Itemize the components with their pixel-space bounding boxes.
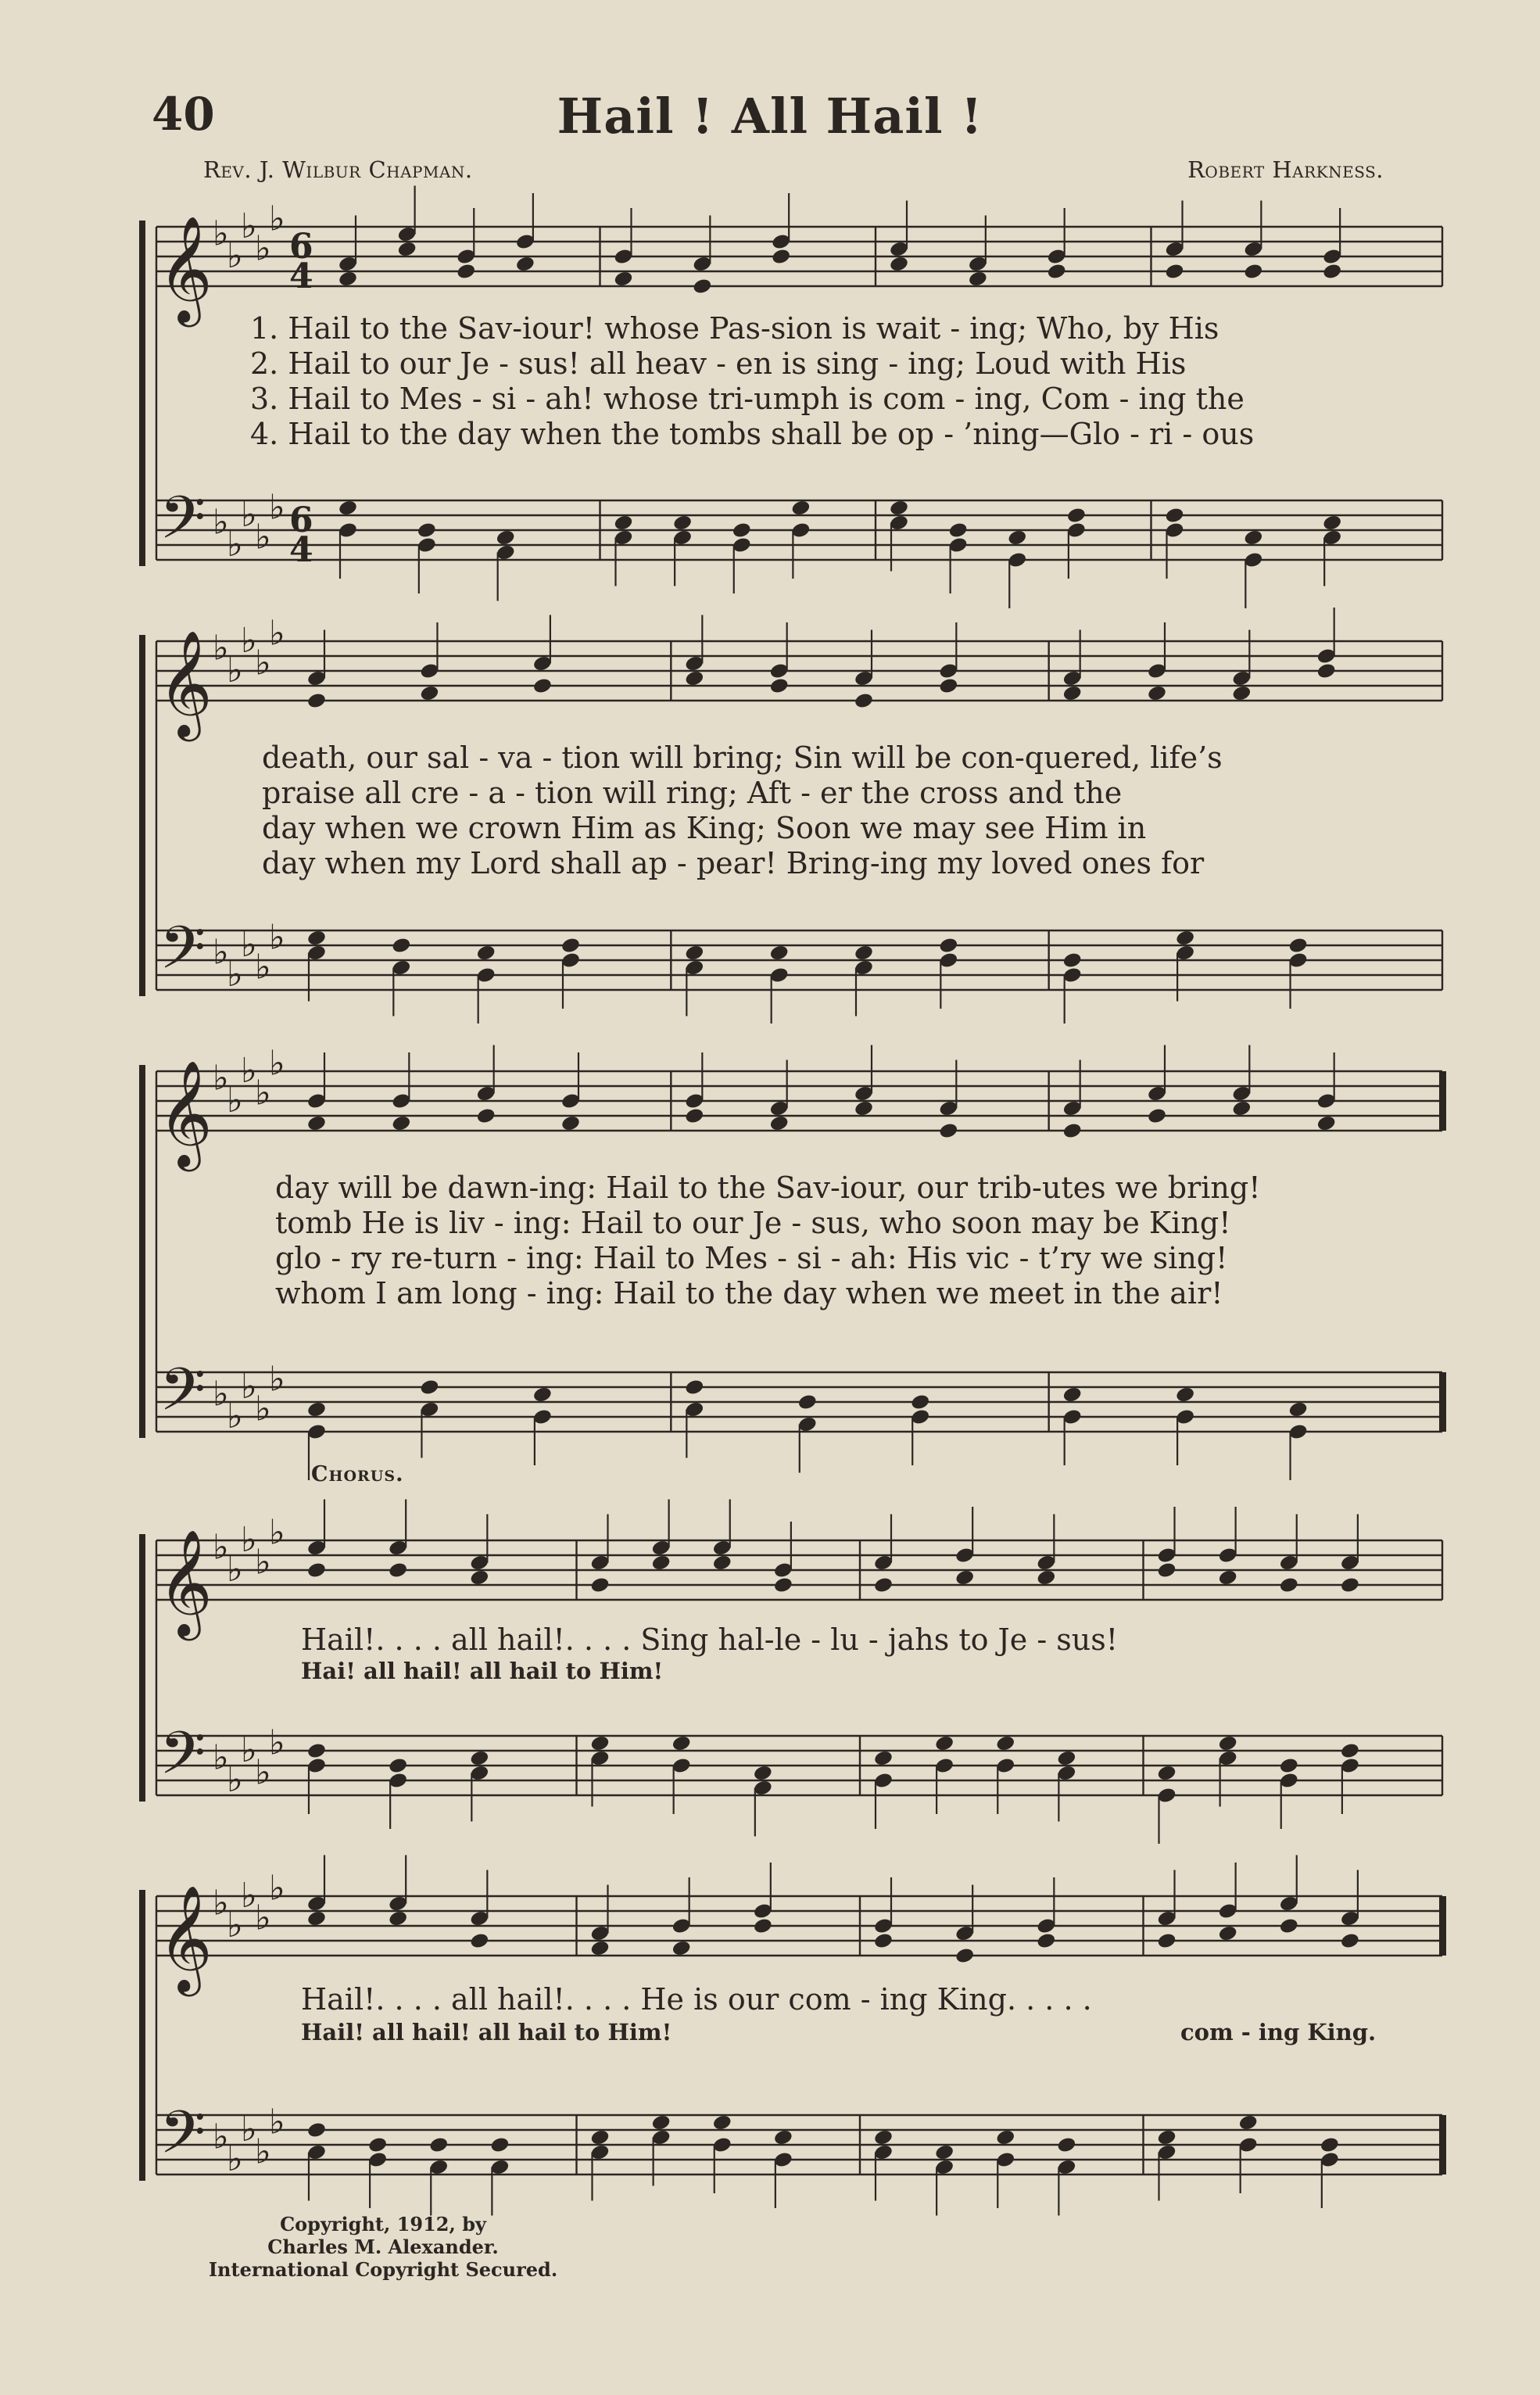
note-head	[306, 1561, 327, 1579]
bass-clef-icon: 𝄢	[159, 2098, 206, 2182]
note-head	[712, 1554, 732, 1572]
note-head	[419, 1379, 439, 1396]
verse-2-line-3: tomb He is liv - ing: Hail to our Je - sus, who soon may be King!	[275, 1206, 1231, 1240]
note-head	[1156, 2128, 1176, 2146]
flat-icon: ♭	[255, 1073, 271, 1113]
chorus-line-1-alto: Hai! all hail! all hail to Him!	[301, 1658, 664, 1684]
verse-3-line-3: glo - ry re-turn - ing: Hail to Mes - si - ah: His vic - t’ry we sing!	[275, 1241, 1228, 1275]
treble-clef-icon: 𝄞	[158, 1884, 213, 1992]
note-head	[1147, 684, 1167, 702]
note-head	[476, 944, 496, 962]
note-head	[613, 514, 633, 532]
note-head	[889, 255, 909, 273]
note-head	[684, 669, 704, 687]
note-head	[1156, 1764, 1176, 1782]
note-head	[388, 1909, 408, 1927]
note-head	[889, 499, 909, 517]
note-head	[1062, 684, 1083, 702]
note-head	[496, 529, 516, 547]
note-head	[515, 255, 535, 273]
note-head	[968, 270, 988, 288]
final-bar-line	[1439, 1896, 1446, 1956]
note-head	[1279, 1576, 1299, 1594]
note-head	[1279, 1757, 1299, 1775]
note-head	[306, 929, 327, 947]
composer-credit: Robert Harkness.	[1187, 156, 1384, 183]
flat-icon: ♭	[255, 643, 271, 683]
flat-icon: ♭	[241, 1367, 257, 1407]
flat-icon: ♭	[227, 1760, 243, 1800]
note-head	[1243, 263, 1263, 281]
flat-icon: ♭	[227, 955, 243, 995]
note-head	[391, 937, 411, 955]
note-head	[1316, 662, 1337, 680]
note-head	[1340, 1576, 1360, 1594]
bass-clef-icon: 𝄢	[159, 1719, 206, 1802]
note-head	[1243, 529, 1263, 547]
flat-icon: ♭	[213, 1058, 229, 1099]
page-number: 40	[152, 88, 215, 141]
note-head	[790, 499, 811, 517]
flat-icon: ♭	[255, 517, 271, 558]
flat-icon: ♭	[227, 1906, 243, 1945]
flat-icon: ♭	[227, 651, 243, 690]
verse-4-line-1: 4. Hail to the day when the tombs shall be op - ’ning—Glo - ri - ous	[250, 417, 1255, 451]
note-head	[934, 2143, 954, 2161]
note-head	[1340, 1932, 1360, 1950]
note-head	[1062, 1386, 1083, 1404]
note-head	[589, 1939, 610, 1957]
note-head	[1156, 1561, 1176, 1579]
note-head	[306, 2121, 327, 2139]
flat-icon: ♭	[213, 1883, 229, 1924]
note-head	[854, 1099, 874, 1117]
note-head	[589, 1576, 610, 1594]
copyright-notice	[195, 2213, 571, 2281]
note-head	[954, 1569, 975, 1587]
flat-icon: ♭	[241, 1051, 257, 1091]
flat-icon: ♭	[213, 628, 229, 669]
note-head	[1147, 1107, 1167, 1125]
flat-icon: ♭	[241, 495, 257, 535]
treble-clef-icon: 𝄞	[158, 1059, 213, 1167]
note-head	[367, 2136, 388, 2154]
note-head	[397, 240, 417, 258]
flat-icon: ♭	[227, 2139, 243, 2179]
note-head	[589, 1734, 610, 1752]
system-bracket	[139, 635, 145, 996]
note-head	[532, 1386, 553, 1404]
note-head	[1231, 684, 1252, 702]
flat-icon: ♭	[241, 1520, 257, 1560]
note-head	[773, 1576, 793, 1594]
note-head	[938, 677, 958, 695]
note-head	[306, 1114, 327, 1132]
flat-icon: ♭	[241, 1876, 257, 1916]
copyright-line-1: Copyright, 1912, by	[280, 2213, 486, 2235]
flat-icon: ♭	[269, 487, 285, 528]
note-head	[1322, 514, 1342, 532]
note-head	[1320, 2136, 1340, 2154]
flat-icon: ♭	[213, 1527, 229, 1568]
note-head	[1036, 1569, 1056, 1587]
verse-4-line-2: day when my Lord shall ap - pear! Bring-ing my loved ones for	[262, 846, 1205, 880]
final-bar-line	[1439, 1372, 1446, 1432]
bass-clef-icon: 𝄢	[159, 913, 206, 997]
flat-icon: ♭	[241, 1730, 257, 1770]
system-bracket	[139, 1890, 145, 2181]
note-head	[388, 1561, 408, 1579]
note-head	[1288, 1400, 1308, 1418]
time-signature-top: 6	[289, 227, 313, 267]
flat-icon: ♭	[227, 236, 243, 276]
note-head	[428, 2136, 449, 2154]
note-head	[873, 2128, 894, 2146]
note-head	[692, 278, 712, 296]
note-head	[1062, 952, 1083, 970]
note-head	[1047, 263, 1067, 281]
final-bar-line	[1439, 2115, 1446, 2175]
verse-1-line-1: 1. Hail to the Sav-iour! whose Pas-sion is wait - ing; Who, by His	[250, 311, 1219, 346]
chorus-line-2-alto: Hail! all hail! all hail to Him!	[301, 2019, 672, 2045]
system-bracket	[139, 1065, 145, 1438]
note-head	[456, 263, 476, 281]
note-head	[769, 944, 790, 962]
system-bracket	[139, 1534, 145, 1802]
flat-icon: ♭	[213, 932, 229, 973]
flat-icon: ♭	[269, 1868, 285, 1909]
hymn-title: Hail ! All Hail !	[557, 88, 983, 145]
flat-icon: ♭	[241, 621, 257, 661]
note-head	[954, 1947, 975, 1965]
flat-icon: ♭	[227, 525, 243, 565]
note-head	[469, 1932, 489, 1950]
note-head	[771, 248, 791, 266]
note-head	[613, 270, 633, 288]
note-head	[306, 1400, 327, 1418]
time-signature-bottom: 4	[289, 256, 313, 296]
flat-icon: ♭	[213, 1737, 229, 1778]
note-head	[910, 1393, 930, 1411]
bass-clef-icon: 𝄢	[159, 1355, 206, 1439]
verse-1-line-3: day will be dawn-ing: Hail to the Sav-iour, our trib-utes we bring!	[275, 1171, 1261, 1205]
note-head	[1322, 263, 1342, 281]
note-head	[560, 1114, 581, 1132]
flat-icon: ♭	[269, 613, 285, 654]
note-head	[995, 1734, 1015, 1752]
flat-icon: ♭	[255, 947, 271, 988]
chorus-label: Chorus.	[311, 1462, 404, 1486]
flat-icon: ♭	[255, 1542, 271, 1583]
lyricist-credit: Rev. J. Wilbur Chapman.	[203, 156, 473, 183]
verse-2-line-2: praise all cre - a - tion will ring; Aft - er the cross and the	[262, 776, 1123, 810]
note-head	[419, 684, 439, 702]
note-head	[1164, 507, 1184, 525]
flat-icon: ♭	[213, 502, 229, 543]
bass-clef-icon: 𝄢	[159, 483, 206, 567]
note-head	[417, 522, 437, 540]
note-head	[854, 944, 874, 962]
note-head	[938, 937, 958, 955]
note-head	[672, 1734, 692, 1752]
note-head	[672, 1939, 692, 1957]
note-head	[1156, 1932, 1176, 1950]
flat-icon: ♭	[269, 199, 285, 239]
verse-3-line-2: day when we crown Him as King; Soon we may see Him in	[262, 811, 1147, 845]
note-head	[1218, 1734, 1238, 1752]
note-head	[391, 1114, 411, 1132]
treble-clef-icon: 𝄞	[158, 629, 213, 737]
note-head	[1218, 1569, 1238, 1587]
note-head	[560, 937, 581, 955]
flat-icon: ♭	[255, 1898, 271, 1938]
note-head	[712, 2114, 732, 2131]
note-head	[995, 2128, 1015, 2146]
note-head	[1231, 1099, 1252, 1117]
chorus-line-2: Hail!. . . . all hail!. . . . He is our com - ing King. . . . .	[301, 1982, 1092, 2017]
note-head	[1062, 1122, 1083, 1140]
note-head	[489, 2136, 510, 2154]
note-head	[1316, 1114, 1337, 1132]
verse-4-line-3: whom I am long - ing: Hail to the day when we meet in the air!	[275, 1276, 1223, 1310]
note-head	[769, 1114, 790, 1132]
note-head	[948, 522, 969, 540]
note-head	[938, 1122, 958, 1140]
note-head	[532, 677, 553, 695]
time-signature-bottom: 4	[289, 530, 313, 570]
note-head	[589, 2128, 610, 2146]
note-head	[306, 692, 327, 710]
verse-2-line-1: 2. Hail to our Je - sus! all heav - en is sing - ing; Loud with His	[250, 346, 1187, 381]
note-head	[769, 677, 790, 695]
note-head	[753, 1917, 773, 1935]
note-head	[306, 1742, 327, 1760]
flat-icon: ♭	[227, 1081, 243, 1120]
treble-clef-icon: 𝄞	[158, 214, 213, 322]
note-head	[651, 2114, 672, 2131]
flat-icon: ♭	[241, 206, 257, 246]
flat-icon: ♭	[213, 213, 229, 254]
flat-icon: ♭	[227, 1396, 243, 1436]
flat-icon: ♭	[255, 1752, 271, 1793]
note-head	[753, 1764, 773, 1782]
note-head	[306, 1909, 327, 1927]
note-head	[773, 2128, 793, 2146]
note-head	[388, 1757, 408, 1775]
flat-icon: ♭	[269, 917, 285, 958]
flat-icon: ♭	[255, 228, 271, 269]
note-head	[1175, 1386, 1195, 1404]
note-head	[684, 1379, 704, 1396]
note-head	[469, 1569, 489, 1587]
flat-icon: ♭	[255, 2131, 271, 2172]
flat-icon: ♭	[269, 1359, 285, 1400]
note-head	[1279, 1917, 1299, 1935]
note-head	[338, 270, 358, 288]
verse-3-line-1: 3. Hail to Mes - si - ah! whose tri-umph is com - ing, Com - ing the	[250, 382, 1245, 416]
note-head	[873, 1932, 894, 1950]
flat-icon: ♭	[227, 1550, 243, 1590]
note-head	[873, 1576, 894, 1594]
note-head	[797, 1393, 818, 1411]
note-head	[1036, 1932, 1056, 1950]
final-bar-line	[1439, 1071, 1446, 1131]
note-head	[1164, 263, 1184, 281]
note-head	[684, 1107, 704, 1125]
flat-icon: ♭	[213, 2117, 229, 2157]
flat-icon: ♭	[269, 1512, 285, 1553]
note-head	[873, 1749, 894, 1767]
note-head	[1238, 2114, 1259, 2131]
copyright-line-2: Charles M. Alexander.	[267, 2235, 499, 2258]
note-head	[684, 944, 704, 962]
note-head	[1340, 1742, 1360, 1760]
note-head	[1288, 937, 1308, 955]
flat-icon: ♭	[269, 2102, 285, 2142]
chorus-line-1: Hail!. . . . all hail!. . . . Sing hal-le - lu - jahs to Je - sus!	[301, 1622, 1119, 1657]
flat-icon: ♭	[269, 1723, 285, 1763]
note-head	[1056, 2136, 1076, 2154]
flat-icon: ♭	[241, 2110, 257, 2149]
copyright-line-3: International Copyright Secured.	[208, 2258, 558, 2281]
note-head	[651, 1554, 672, 1572]
chorus-line-2-end: com - ing King.	[1180, 2019, 1377, 2045]
verse-1-line-2: death, our sal - va - tion will bring; Sin will be con-quered, life’s	[262, 740, 1223, 775]
note-head	[1218, 1924, 1238, 1942]
note-head	[476, 1107, 496, 1125]
time-signature-top: 6	[289, 500, 313, 540]
note-head	[672, 514, 693, 532]
note-head	[1175, 929, 1195, 947]
note-head	[1066, 507, 1087, 525]
note-head	[469, 1749, 489, 1767]
flat-icon: ♭	[241, 925, 257, 965]
flat-icon: ♭	[269, 1043, 285, 1084]
note-head	[338, 499, 358, 517]
note-head	[854, 692, 874, 710]
system-bracket	[139, 220, 145, 566]
note-head	[1007, 529, 1027, 547]
note-head	[732, 522, 752, 540]
treble-clef-icon: 𝄞	[158, 1528, 213, 1636]
note-head	[1056, 1749, 1076, 1767]
flat-icon: ♭	[213, 1374, 229, 1414]
flat-icon: ♭	[255, 1389, 271, 1429]
note-head	[934, 1734, 954, 1752]
